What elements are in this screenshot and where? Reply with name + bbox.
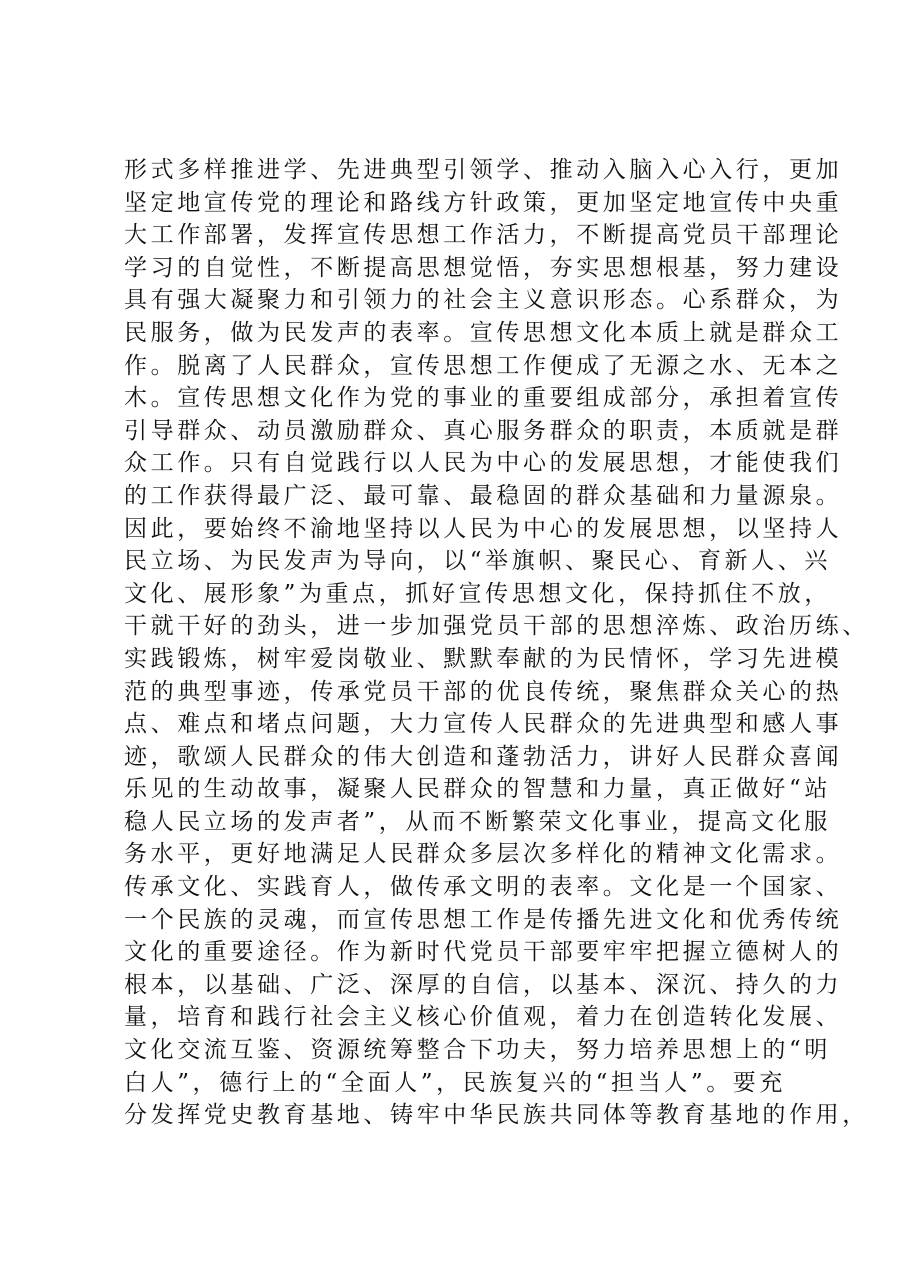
text-line: 务水平，更好地满足人民群众多层次多样化的精神文化需求。 bbox=[124, 841, 843, 868]
text-line: 学习的自觉性，不断提高思想觉悟，夯实思想根基，努力建设 bbox=[124, 254, 843, 281]
text-line: 文化、展形象”为重点，抓好宣传思想文化，保持抓住不放， bbox=[124, 580, 831, 607]
text-line: 作。脱离了人民群众，宣传思想工作便成了无源之水、无本之 bbox=[124, 352, 843, 379]
text-line: 量，培育和践行社会主义核心价值观，着力在创造转化发展、 bbox=[124, 1004, 843, 1031]
text-line: 白人”，德行上的“全面人”，民族复兴的“担当人”。要充 bbox=[124, 1069, 786, 1096]
text-line: 干就干好的劲头，进一步加强党员干部的思想淬炼、政治历练、 bbox=[124, 613, 869, 640]
text-line: 木。宣传思想文化作为党的事业的重要组成部分，承担着宣传 bbox=[124, 385, 843, 412]
text-line: 民服务，做为民发声的表率。宣传思想文化本质上就是群众工 bbox=[124, 319, 843, 346]
text-line: 点、难点和堵点问题，大力宣传人民群众的先进典型和感人事 bbox=[124, 711, 843, 738]
body-paragraph bbox=[124, 154, 869, 1132]
text-line: 文化的重要途径。作为新时代党员干部要牢牢把握立德树人的 bbox=[124, 939, 843, 966]
text-line: 实践锻炼，树牢爱岗敬业、默默奉献的为民情怀，学习先进模 bbox=[124, 645, 843, 672]
text-line: 的工作获得最广泛、最可靠、最稳固的群众基础和力量源泉。 bbox=[124, 482, 843, 509]
text-line: 一个民族的灵魂，而宣传思想工作是传播先进文化和优秀传统 bbox=[124, 906, 843, 933]
text-line: 根本，以基础、广泛、深厚的自信，以基本、深沉、持久的力 bbox=[124, 971, 843, 998]
text-line: 分发挥党史教育基地、铸牢中华民族共同体等教育基地的作用， bbox=[124, 1102, 869, 1129]
text-line: 范的典型事迹，传承党员干部的优良传统，聚焦群众关心的热 bbox=[124, 678, 843, 705]
text-line: 民立场、为民发声为导向，以“举旗帜、聚民心、育新人、兴 bbox=[124, 548, 831, 575]
text-line: 众工作。只有自觉践行以人民为中心的发展思想，才能使我们 bbox=[124, 450, 843, 477]
text-line: 文化交流互鉴、资源统筹整合下功夫，努力培养思想上的“明 bbox=[124, 1037, 831, 1064]
text-line: 坚定地宣传党的理论和路线方针政策，更加坚定地宣传中央重 bbox=[124, 189, 843, 216]
text-line: 稳人民立场的发声者”，从而不断繁荣文化事业，提高文化服 bbox=[124, 808, 831, 835]
text-line: 迹，歌颂人民群众的伟大创造和蓬勃活力，讲好人民群众喜闻 bbox=[124, 743, 843, 770]
text-line: 大工作部署，发挥宣传思想工作活力，不断提高党员干部理论 bbox=[124, 222, 843, 249]
text-line: 具有强大凝聚力和引领力的社会主义意识形态。心系群众，为 bbox=[124, 287, 843, 314]
text-line: 形式多样推进学、先进典型引领学、推动入脑入心入行，更加 bbox=[124, 157, 843, 183]
text-line: 引导群众、动员激励群众、真心服务群众的职责，本质就是群 bbox=[124, 417, 843, 444]
text-line: 传承文化、实践育人，做传承文明的表率。文化是一个国家、 bbox=[124, 874, 843, 901]
text-line: 因此，要始终不渝地坚持以人民为中心的发展思想，以坚持人 bbox=[124, 515, 843, 542]
text-line: 乐见的生动故事，凝聚人民群众的智慧和力量，真正做好“站 bbox=[124, 776, 831, 803]
